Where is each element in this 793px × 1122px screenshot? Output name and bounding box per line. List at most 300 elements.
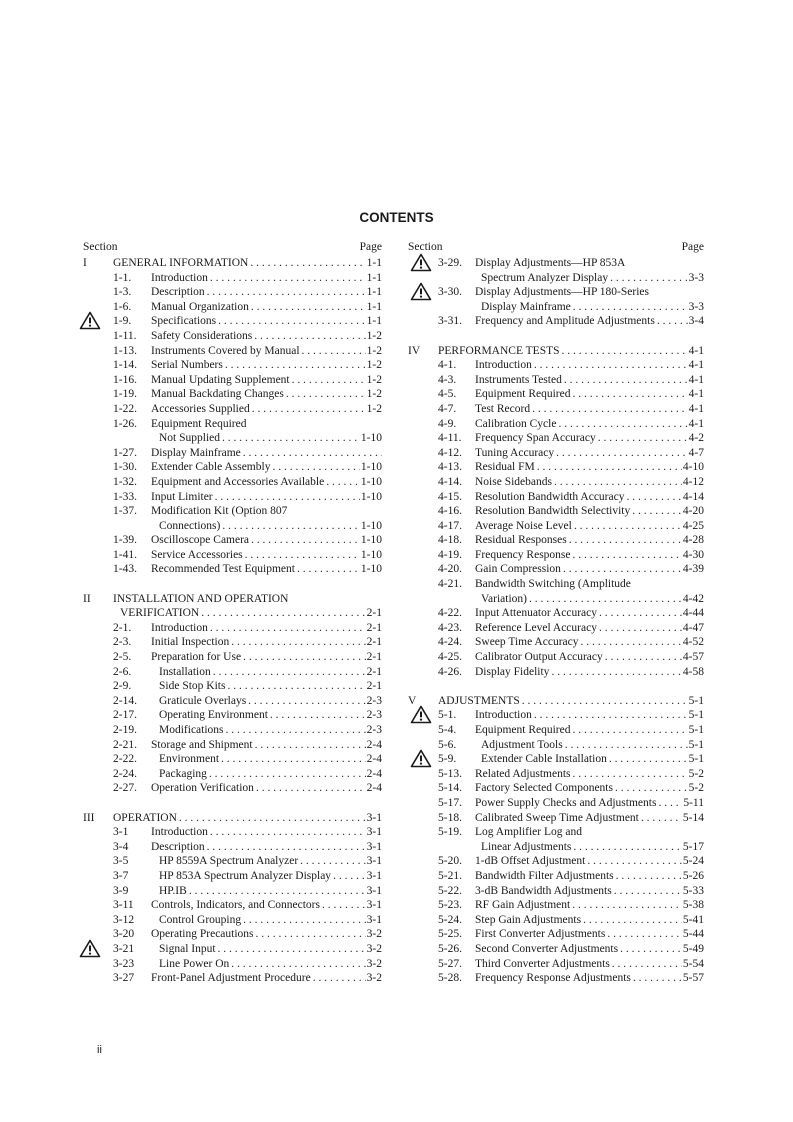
toc-entry[interactable] bbox=[408, 723, 704, 738]
toc-entry[interactable] bbox=[408, 694, 704, 709]
dot-leader bbox=[562, 373, 688, 388]
entry-number: 2-5. bbox=[113, 651, 132, 664]
toc-entry[interactable] bbox=[408, 913, 704, 928]
entry-number: 2-14. bbox=[113, 694, 137, 707]
toc-entry[interactable] bbox=[83, 927, 382, 942]
toc-entry[interactable] bbox=[408, 927, 704, 942]
page-label: Page bbox=[359, 241, 382, 253]
entry-number: 1-14. bbox=[113, 359, 137, 372]
entry-number: 3-5 bbox=[113, 855, 129, 868]
toc-entry[interactable] bbox=[83, 562, 382, 577]
entry-text: Third Converter Adjustments bbox=[475, 957, 610, 970]
dot-leader bbox=[597, 621, 682, 636]
entry-number: 1-37. bbox=[113, 505, 137, 518]
entry-number: 4-15. bbox=[438, 490, 462, 503]
dot-leader bbox=[597, 606, 682, 621]
entry-title bbox=[151, 344, 382, 359]
column-header bbox=[408, 241, 704, 256]
toc-entry[interactable] bbox=[83, 723, 382, 738]
entry-text: Recommended Test Equipment bbox=[151, 563, 295, 576]
toc-entry[interactable] bbox=[83, 402, 382, 417]
entry-title bbox=[475, 971, 704, 986]
toc-entry[interactable] bbox=[83, 913, 382, 928]
entry-number: 2-21. bbox=[113, 738, 137, 751]
toc-entry[interactable] bbox=[408, 358, 704, 373]
toc-entry[interactable] bbox=[83, 665, 382, 680]
toc-entry[interactable] bbox=[83, 548, 382, 563]
toc-entry[interactable] bbox=[83, 606, 382, 621]
entry-text: Bandwidth Switching (Amplitude bbox=[475, 578, 631, 591]
entry-number: 1-41. bbox=[113, 548, 137, 561]
dot-leader bbox=[624, 490, 681, 505]
entry-number: 5-4. bbox=[438, 724, 457, 736]
entry-number: 5-28. bbox=[438, 972, 462, 985]
entry-text: Bandwidth Filter Adjustments bbox=[475, 869, 614, 882]
entry-title bbox=[475, 548, 704, 563]
entry-page: 1-1 bbox=[366, 315, 382, 328]
toc-entry[interactable] bbox=[408, 884, 704, 899]
entry-text: Oscilloscope Camera bbox=[151, 534, 250, 547]
toc-entry[interactable] bbox=[83, 898, 382, 913]
toc-entry[interactable] bbox=[408, 621, 704, 636]
toc-entry[interactable] bbox=[83, 417, 382, 432]
entry-number: 5-20. bbox=[438, 855, 462, 868]
toc-entry[interactable] bbox=[408, 446, 704, 461]
entry-title bbox=[475, 577, 704, 592]
entry-text: Display Fidelity bbox=[475, 665, 550, 678]
entry-title bbox=[481, 271, 704, 286]
entry-number: 3-21 bbox=[113, 942, 135, 955]
dot-leader bbox=[250, 402, 366, 417]
entry-page: 3-2 bbox=[366, 972, 382, 985]
entry-text: Description bbox=[151, 286, 205, 299]
entry-title bbox=[151, 271, 382, 286]
entry-title bbox=[475, 446, 704, 461]
entry-page: 5-1 bbox=[688, 753, 704, 766]
entry-number: 4-17. bbox=[438, 519, 462, 532]
dot-leader bbox=[219, 752, 366, 767]
entry-title bbox=[159, 665, 382, 680]
entry-text: First Converter Adjustments bbox=[475, 928, 606, 941]
toc-entry[interactable] bbox=[408, 519, 704, 534]
entry-text: Equipment and Accessories Available bbox=[151, 475, 325, 488]
entry-page: 1-10 bbox=[360, 461, 382, 474]
section-label: Section bbox=[83, 241, 118, 253]
toc-entry[interactable] bbox=[83, 781, 382, 796]
entry-text: Control Grouping bbox=[159, 913, 242, 926]
entry-text: Environment bbox=[159, 753, 220, 766]
dot-leader bbox=[532, 358, 688, 373]
entry-page: 3-1 bbox=[366, 855, 382, 868]
dot-leader bbox=[561, 562, 682, 577]
entry-text: Extender Cable Assembly bbox=[151, 461, 271, 474]
dot-leader bbox=[290, 373, 366, 388]
dot-leader bbox=[571, 300, 688, 315]
entry-page: 3-3 bbox=[688, 271, 704, 284]
entry-page: 4-14 bbox=[682, 490, 704, 503]
warning-triangle-icon bbox=[79, 939, 101, 958]
entry-title bbox=[475, 314, 704, 329]
entry-page: 2-1 bbox=[366, 621, 382, 634]
dot-leader bbox=[216, 314, 366, 329]
toc-entry[interactable] bbox=[83, 971, 382, 986]
toc-entry[interactable] bbox=[83, 942, 382, 957]
toc-entry[interactable] bbox=[83, 825, 382, 840]
entry-number: 4-21. bbox=[438, 578, 462, 591]
entry-number: 1-27. bbox=[113, 446, 137, 459]
toc-entry[interactable] bbox=[408, 650, 704, 665]
entry-page: 2-3 bbox=[366, 694, 382, 707]
toc-entry[interactable] bbox=[408, 854, 704, 869]
page-label: Page bbox=[681, 241, 704, 253]
toc-entry[interactable] bbox=[83, 957, 382, 972]
toc-entry[interactable] bbox=[408, 796, 704, 811]
toc-entry[interactable] bbox=[83, 840, 382, 855]
entry-page: 1-1 bbox=[366, 271, 382, 284]
toc-entry[interactable] bbox=[408, 606, 704, 621]
entry-number: 4-20. bbox=[438, 563, 462, 576]
entry-page: 3-3 bbox=[688, 300, 704, 313]
toc-entry[interactable] bbox=[83, 271, 382, 286]
entry-page: 2-3 bbox=[366, 724, 382, 736]
toc-entry[interactable] bbox=[408, 417, 704, 432]
toc-entry[interactable] bbox=[83, 504, 382, 519]
dot-leader bbox=[216, 942, 366, 957]
entry-text: Modification Kit (Option 807 bbox=[151, 505, 288, 518]
entry-title bbox=[475, 519, 704, 534]
entry-page: 4-1 bbox=[688, 417, 704, 430]
toc-entry[interactable] bbox=[83, 592, 382, 607]
toc-entry[interactable] bbox=[83, 854, 382, 869]
toc-entry[interactable] bbox=[408, 577, 704, 592]
toc-entry[interactable] bbox=[408, 314, 704, 329]
entry-title bbox=[475, 256, 704, 271]
toc-entry[interactable] bbox=[408, 300, 704, 315]
toc-entry[interactable] bbox=[408, 898, 704, 913]
toc-entry[interactable] bbox=[408, 781, 704, 796]
entry-page: 5-14 bbox=[682, 811, 704, 824]
dot-leader bbox=[552, 475, 682, 490]
entry-number: 2-22. bbox=[113, 753, 137, 766]
toc-entry[interactable] bbox=[408, 533, 704, 548]
toc-entry[interactable] bbox=[408, 402, 704, 417]
dot-leader bbox=[656, 796, 682, 811]
toc-entry[interactable] bbox=[408, 971, 704, 986]
entry-number: 5-23. bbox=[438, 899, 462, 912]
entry-text: PERFORMANCE TESTS bbox=[438, 344, 560, 357]
entry-title bbox=[481, 752, 704, 767]
entry-number: 4-24. bbox=[438, 636, 462, 649]
entry-title bbox=[475, 533, 704, 548]
entry-page: 4-25 bbox=[682, 519, 704, 532]
entry-number: 1-3. bbox=[113, 286, 132, 299]
dot-leader bbox=[556, 417, 687, 432]
toc-entry[interactable] bbox=[83, 490, 382, 505]
entry-title bbox=[475, 811, 704, 826]
entry-title bbox=[159, 679, 382, 694]
toc-entry[interactable] bbox=[408, 825, 704, 840]
toc-entry[interactable] bbox=[83, 387, 382, 402]
entry-page: 5-26 bbox=[682, 869, 704, 882]
toc-entry[interactable] bbox=[83, 256, 382, 271]
toc-entry[interactable] bbox=[83, 767, 382, 782]
entry-number: 4-23. bbox=[438, 621, 462, 634]
entry-page: 5-41 bbox=[682, 913, 704, 926]
entry-title bbox=[159, 869, 382, 884]
entry-page: 5-24 bbox=[682, 855, 704, 868]
dot-leader bbox=[530, 402, 688, 417]
section-numeral: I bbox=[83, 257, 87, 269]
entry-title bbox=[159, 913, 382, 928]
entry-number: 4-25. bbox=[438, 651, 462, 664]
toc-entry[interactable] bbox=[408, 490, 704, 505]
entry-title bbox=[151, 621, 382, 636]
entry-title bbox=[481, 738, 704, 753]
page-title: CONTENTS bbox=[359, 210, 434, 225]
toc-entry[interactable] bbox=[83, 884, 382, 899]
entry-number: 5-19. bbox=[438, 826, 462, 839]
toc-entry[interactable] bbox=[408, 548, 704, 563]
entry-text: HP 853A Spectrum Analyzer Display bbox=[159, 869, 332, 882]
entry-text: VERIFICATION bbox=[120, 607, 200, 620]
toc-entry[interactable] bbox=[83, 373, 382, 388]
dot-leader bbox=[177, 811, 366, 826]
entry-text: Residual FM bbox=[475, 461, 535, 474]
toc-entry[interactable] bbox=[83, 329, 382, 344]
toc-left-column bbox=[83, 241, 382, 986]
warning-triangle-icon bbox=[410, 282, 432, 301]
entry-page: 4-12 bbox=[682, 475, 704, 488]
column-header bbox=[83, 241, 382, 256]
dot-leader bbox=[549, 665, 681, 680]
entry-text: Display Mainframe bbox=[481, 300, 571, 313]
toc-entry[interactable] bbox=[83, 811, 382, 826]
entry-text: GENERAL INFORMATION bbox=[113, 257, 249, 269]
entry-text: Input Limiter bbox=[151, 490, 213, 503]
toc-entry[interactable] bbox=[408, 840, 704, 855]
entry-title bbox=[151, 300, 382, 315]
dot-leader bbox=[249, 300, 366, 315]
toc-entry[interactable] bbox=[83, 708, 382, 723]
toc-entry[interactable] bbox=[83, 314, 382, 329]
toc-entry[interactable] bbox=[408, 767, 704, 782]
dot-leader bbox=[578, 635, 681, 650]
dot-leader bbox=[532, 708, 688, 723]
entry-title bbox=[159, 884, 382, 899]
toc-entry[interactable] bbox=[83, 285, 382, 300]
entry-number: 2-19. bbox=[113, 724, 137, 736]
toc-entry[interactable] bbox=[408, 665, 704, 680]
toc-entry[interactable] bbox=[83, 621, 382, 636]
entry-number: 3-30. bbox=[438, 286, 462, 299]
toc-entry[interactable] bbox=[408, 708, 704, 723]
entry-title bbox=[475, 621, 704, 636]
entry-number: 1-33. bbox=[113, 490, 137, 503]
entry-page: 1-2 bbox=[366, 329, 382, 342]
entry-page: 2-4 bbox=[366, 738, 382, 751]
toc-entry[interactable] bbox=[408, 387, 704, 402]
entry-text: Storage and Shipment bbox=[151, 738, 253, 751]
entry-number: 5-25. bbox=[438, 928, 462, 941]
entry-number: 4-5. bbox=[438, 388, 457, 401]
entry-title bbox=[151, 650, 382, 665]
entry-text: Equipment Required bbox=[151, 417, 247, 430]
entry-page: 5-1 bbox=[688, 738, 704, 751]
entry-number: 4-14. bbox=[438, 475, 462, 488]
entry-page: 5-1 bbox=[688, 724, 704, 736]
dot-leader bbox=[248, 256, 365, 271]
dot-leader bbox=[249, 533, 360, 548]
toc-entry[interactable] bbox=[83, 869, 382, 884]
entry-title bbox=[475, 431, 704, 446]
toc-entry[interactable] bbox=[83, 533, 382, 548]
toc-entry[interactable] bbox=[83, 738, 382, 753]
toc-entry[interactable] bbox=[83, 519, 382, 534]
entry-text: Introduction bbox=[475, 359, 532, 372]
entry-title bbox=[159, 942, 382, 957]
entry-number: 4-1. bbox=[438, 359, 457, 372]
entry-number: 4-26. bbox=[438, 665, 462, 678]
entry-text: Preparation for Use bbox=[151, 651, 242, 664]
toc-entry[interactable] bbox=[83, 475, 382, 490]
toc-entry[interactable] bbox=[408, 373, 704, 388]
toc-entry[interactable] bbox=[408, 431, 704, 446]
entry-title bbox=[151, 446, 382, 461]
toc-entry[interactable] bbox=[408, 635, 704, 650]
dot-leader bbox=[331, 869, 366, 884]
toc-entry[interactable] bbox=[83, 650, 382, 665]
toc-entry[interactable] bbox=[83, 752, 382, 767]
entry-title bbox=[151, 285, 382, 300]
dot-leader bbox=[639, 811, 682, 826]
entry-page: 5-1 bbox=[688, 694, 704, 707]
toc-entry[interactable] bbox=[408, 592, 704, 607]
section-numeral: II bbox=[83, 592, 91, 605]
dot-leader bbox=[610, 957, 682, 972]
entry-page: 2-1 bbox=[366, 651, 382, 664]
entry-number: 3-20 bbox=[113, 928, 135, 941]
warning-triangle-icon bbox=[410, 705, 432, 724]
toc-entry[interactable] bbox=[408, 475, 704, 490]
entry-title bbox=[438, 344, 704, 359]
entry-title bbox=[475, 417, 704, 432]
toc-entry[interactable] bbox=[83, 344, 382, 359]
entry-title bbox=[113, 811, 382, 826]
toc-entry[interactable] bbox=[83, 460, 382, 475]
entry-title bbox=[475, 373, 704, 388]
entry-text: Equipment Required bbox=[475, 724, 571, 736]
entry-page: 3-2 bbox=[366, 928, 382, 941]
toc-entry[interactable] bbox=[408, 504, 704, 519]
warning-triangle-icon bbox=[79, 311, 101, 330]
entry-number: 2-24. bbox=[113, 767, 137, 780]
entry-title bbox=[113, 592, 382, 607]
dot-leader bbox=[618, 942, 682, 957]
entry-page: 4-1 bbox=[688, 402, 704, 415]
entry-number: 1-32. bbox=[113, 475, 137, 488]
toc-entry[interactable] bbox=[83, 446, 382, 461]
entry-text: Resolution Bandwidth Selectivity bbox=[475, 505, 631, 518]
toc-entry[interactable] bbox=[83, 679, 382, 694]
toc-entry[interactable] bbox=[408, 811, 704, 826]
dot-leader bbox=[585, 854, 682, 869]
entry-number: 1-22. bbox=[113, 402, 137, 415]
entry-number: 4-19. bbox=[438, 548, 462, 561]
entry-number: 5-22. bbox=[438, 884, 462, 897]
entry-page: 5-33 bbox=[682, 884, 704, 897]
toc-entry[interactable] bbox=[83, 694, 382, 709]
entry-page: 1-2 bbox=[366, 344, 382, 357]
entry-text: Reference Level Accuracy bbox=[475, 621, 597, 634]
entry-text: Linear Adjustments bbox=[481, 840, 572, 853]
entry-number: 3-23 bbox=[113, 957, 135, 970]
entry-page: 2-3 bbox=[366, 709, 382, 722]
entry-text: Modifications bbox=[159, 724, 224, 736]
entry-title bbox=[475, 942, 704, 957]
entry-number: 5-6. bbox=[438, 738, 457, 751]
toc-entry[interactable] bbox=[408, 738, 704, 753]
toc-entry[interactable] bbox=[83, 635, 382, 650]
toc-entry[interactable] bbox=[408, 256, 704, 271]
entry-text: Frequency Span Accuracy bbox=[475, 432, 596, 445]
entry-page: 5-11 bbox=[683, 796, 704, 809]
warning-triangle-icon bbox=[410, 253, 432, 272]
entry-text: 1-dB Offset Adjustment bbox=[475, 855, 586, 868]
toc-entry[interactable] bbox=[83, 431, 382, 446]
entry-text: Frequency and Amplitude Adjustments bbox=[475, 315, 655, 328]
toc-entry[interactable] bbox=[408, 344, 704, 359]
toc-entry[interactable] bbox=[408, 460, 704, 475]
dot-leader bbox=[243, 548, 360, 563]
dot-leader bbox=[241, 913, 366, 928]
toc-entry[interactable] bbox=[408, 869, 704, 884]
entry-title bbox=[475, 927, 704, 942]
toc-entry[interactable] bbox=[83, 358, 382, 373]
entry-text: Frequency Response Adjustments bbox=[475, 972, 631, 985]
entry-text: Equipment Required bbox=[475, 388, 571, 401]
entry-text: Controls, Indicators, and Connectors bbox=[151, 899, 320, 912]
dot-leader bbox=[311, 971, 366, 986]
dot-leader bbox=[613, 781, 688, 796]
toc-entry[interactable] bbox=[408, 271, 704, 286]
entry-number: 5-17. bbox=[438, 796, 462, 809]
entry-page: 5-2 bbox=[688, 767, 704, 780]
toc-entry[interactable] bbox=[408, 285, 704, 300]
entry-text: Display Mainframe bbox=[151, 446, 241, 459]
entry-number: 3-29. bbox=[438, 257, 462, 269]
toc-entry[interactable] bbox=[408, 942, 704, 957]
toc-entry[interactable] bbox=[83, 300, 382, 315]
entry-page: 4-2 bbox=[688, 432, 704, 445]
entry-page: 1-10 bbox=[360, 490, 382, 503]
toc-entry[interactable] bbox=[408, 562, 704, 577]
dot-leader bbox=[213, 490, 360, 505]
entry-text: Operation Verification bbox=[151, 782, 254, 795]
entry-page: 1-10 bbox=[360, 432, 382, 445]
dot-leader bbox=[596, 431, 688, 446]
toc-entry[interactable] bbox=[408, 752, 704, 767]
entry-text: ADJUSTMENTS bbox=[438, 694, 520, 707]
entry-number: 2-6. bbox=[113, 665, 132, 678]
toc-list bbox=[83, 256, 382, 986]
toc-entry[interactable] bbox=[408, 957, 704, 972]
dot-leader bbox=[187, 884, 366, 899]
entry-number: 4-7. bbox=[438, 402, 457, 415]
dot-leader bbox=[630, 504, 682, 519]
entry-title bbox=[151, 387, 382, 402]
entry-page: 4-1 bbox=[688, 344, 704, 357]
entry-number: 2-9. bbox=[113, 680, 132, 693]
